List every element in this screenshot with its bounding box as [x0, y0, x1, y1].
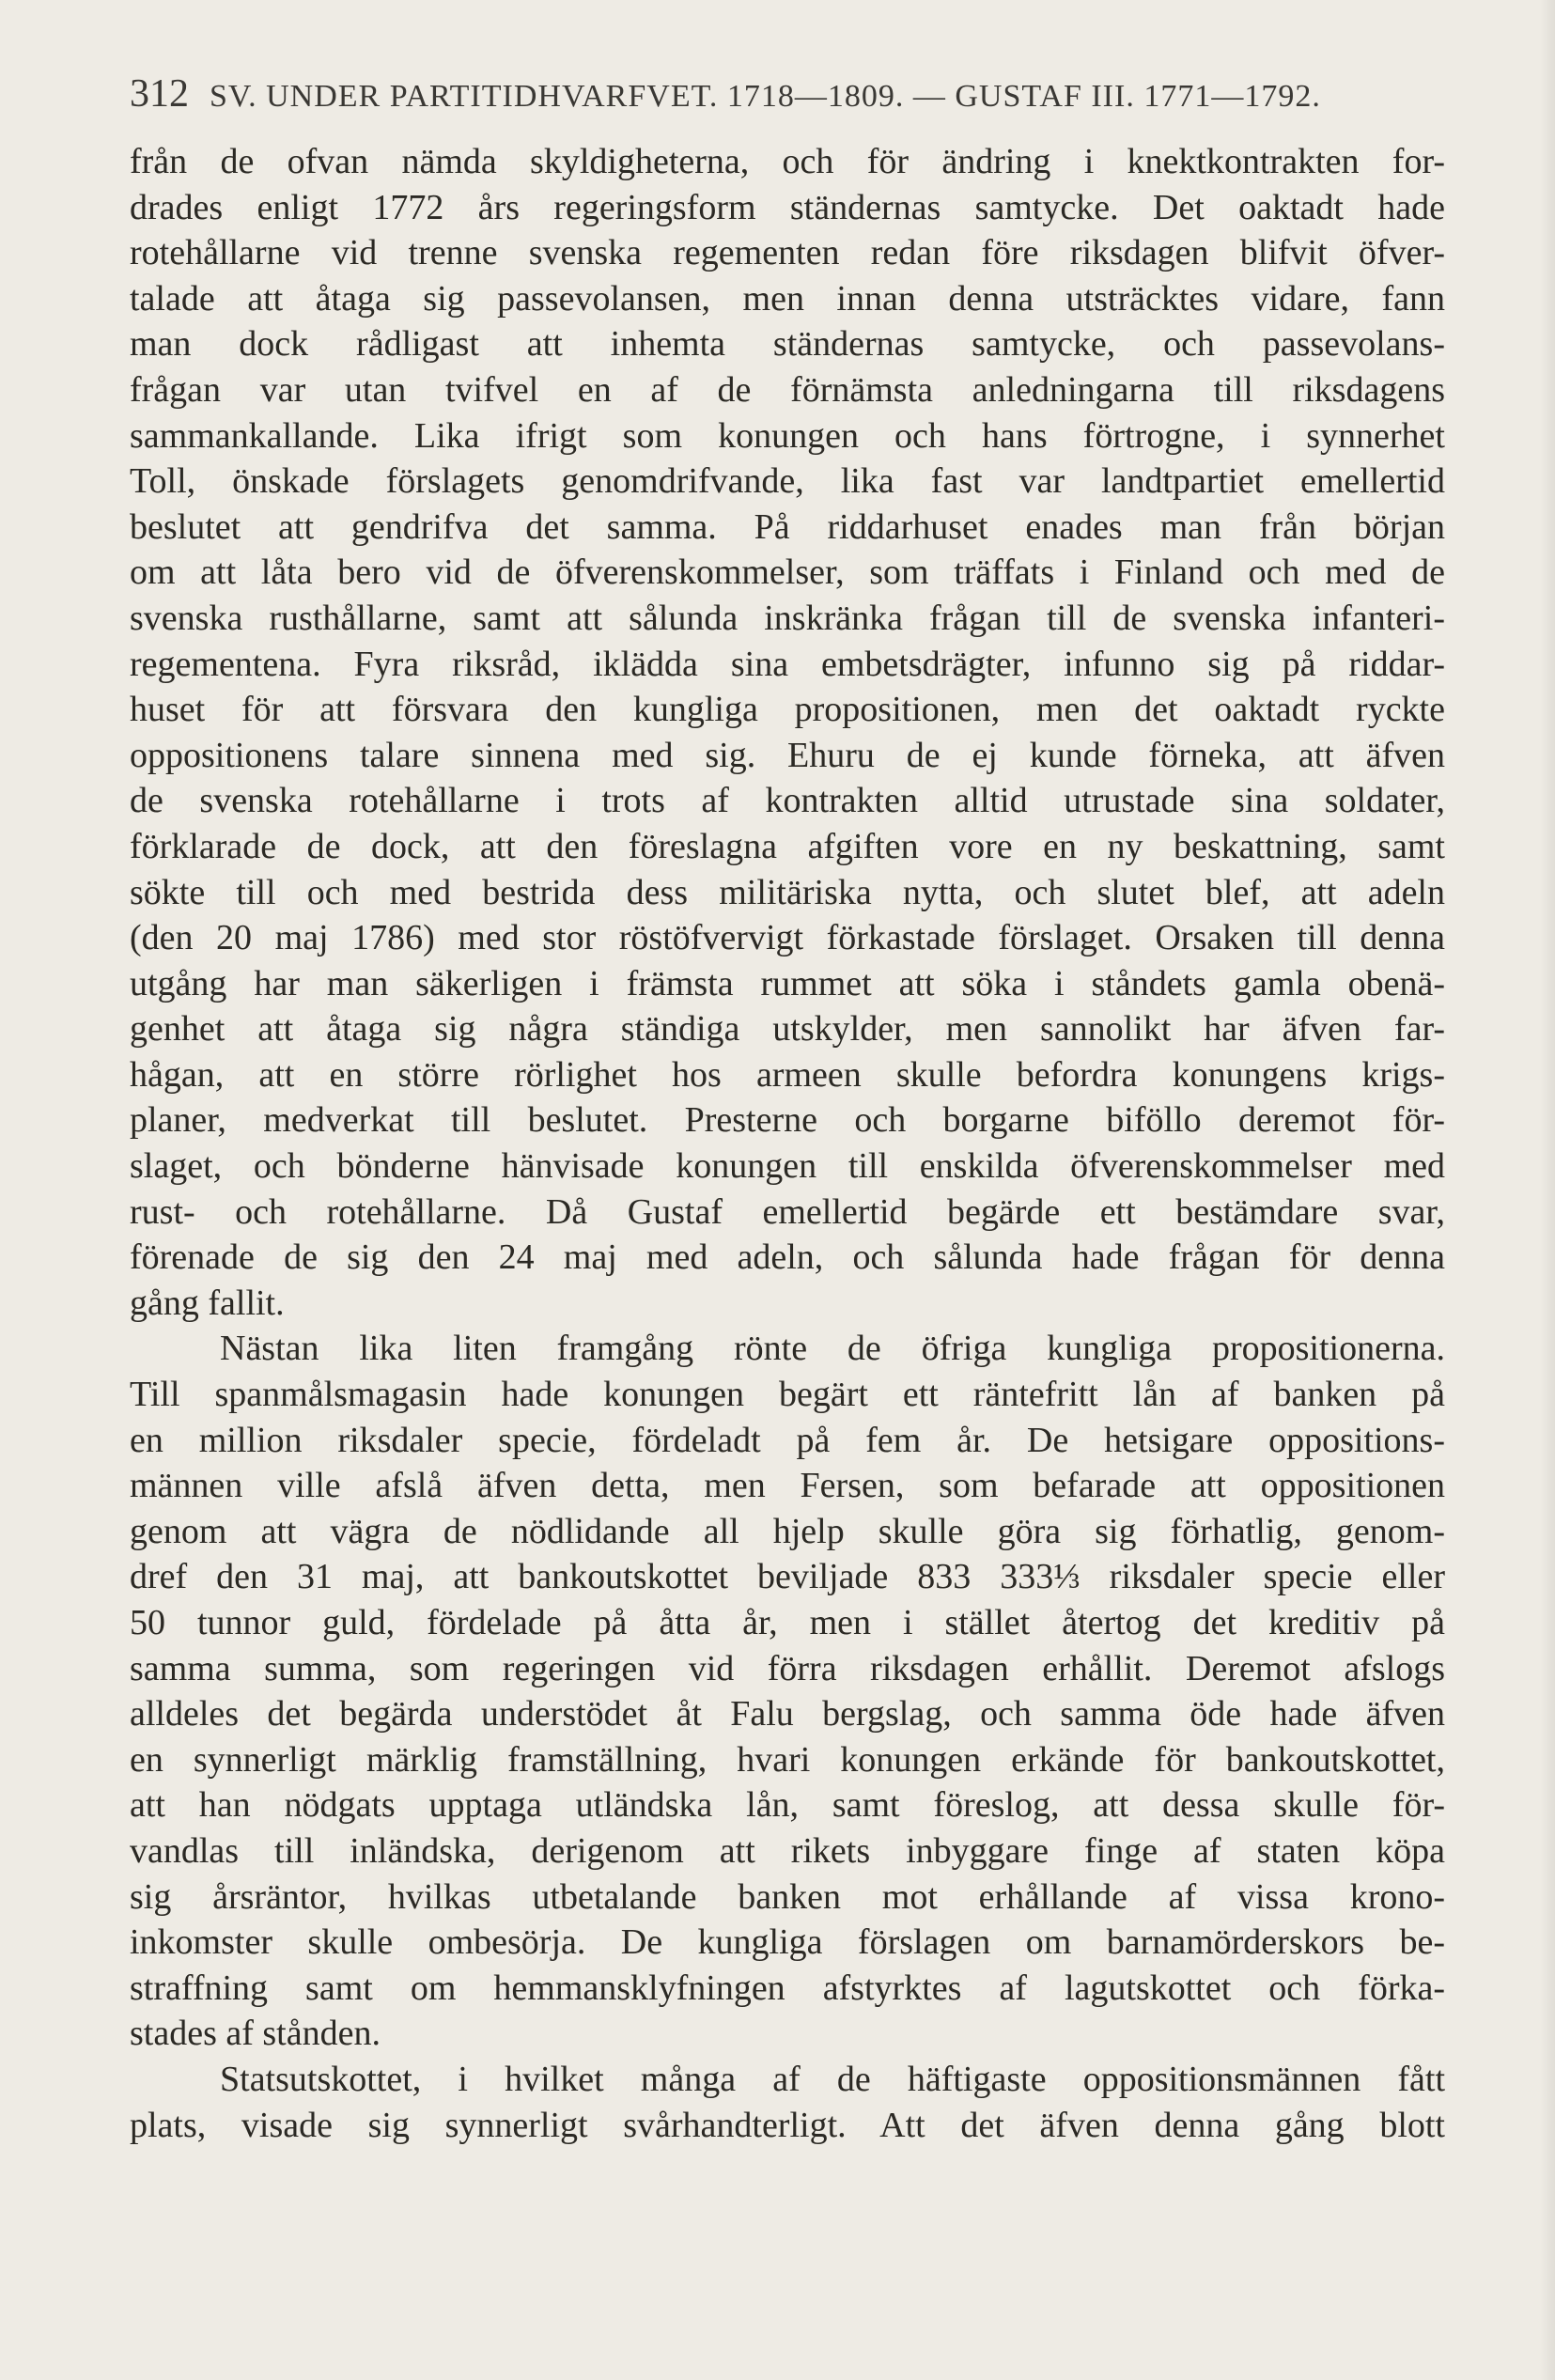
text-line: sammankallande. Lika ifrigt som konungen och hans förtrogne, i synnerhet — [130, 415, 1445, 456]
text-body — [130, 139, 1445, 2148]
page-edge-shadow — [1540, 0, 1555, 2380]
text-line: rust- och rotehållarne. Då Gustaf emellertid begärde ett bestämdare svar, — [130, 1191, 1445, 1232]
text-line: man dock rådligast att inhemta ständernas samtycke, och passevolans- — [130, 324, 1445, 365]
text-line: rotehållarne vid trenne svenska regementen redan före riksdagen blifvit öfver- — [130, 233, 1445, 273]
running-title: SV. UNDER PARTITIDHVARFVET. 1718—1809. — GUSTAF III. 1771—1792. — [210, 79, 1321, 114]
text-line: samma summa, som regeringen vid förra riksdagen erhållit. Deremot afslogs — [130, 1648, 1445, 1688]
text-line: från de ofvan nämda skyldigheterna, och för ändring i knektkontrakten for- — [130, 142, 1445, 181]
text-line-paragraph-start: Nästan lika liten framgång rönte de öfriga kungliga propositionerna. — [220, 1329, 1445, 1369]
text-line-paragraph-end: gång fallit. — [130, 1283, 285, 1323]
text-line: straffning samt om hemmansklyfningen afstyrktes af lagutskottet och förka- — [130, 1968, 1445, 2008]
text-line: regementena. Fyra riksråd, iklädda sina embetsdrägter, infunno sig på riddar- — [130, 644, 1445, 684]
text-line: vandlas till inländska, derigenom att rikets inbyggare finge af staten köpa — [130, 1830, 1445, 1871]
text-line: inkomster skulle ombesörja. De kungliga förslagen om barnamörderskors be- — [130, 1922, 1445, 1963]
text-line: 50 tunnor guld, fördelade på åtta år, men i stället återtog det kreditiv på — [130, 1603, 1445, 1642]
text-line: drades enligt 1772 års regeringsform ständernas samtycke. Det oaktadt hade — [130, 187, 1445, 227]
text-line: huset för att försvara den kungliga propositionen, men det oaktadt ryckte — [130, 690, 1445, 730]
text-line: utgång har man säkerligen i främsta rummet att söka i ståndets gamla obenä- — [130, 963, 1445, 1003]
text-line: talade att åtaga sig passevolansen, men innan denna utsträcktes vidare, fann — [130, 278, 1445, 319]
text-line-paragraph-start: Statsutskottet, i hvilket många af de häftigaste oppositionsmännen fått — [220, 2059, 1445, 2099]
text-line: förklarade de dock, att den föreslagna afgiften vore en ny beskattning, samt — [130, 826, 1445, 866]
text-line: genom att vägra de nödlidande all hjelp skulle göra sig förhatlig, genom- — [130, 1511, 1445, 1551]
text-line: (den 20 maj 1786) med stor röstöfvervigt förkastade förslaget. Orsaken till denna — [130, 918, 1445, 958]
text-line: frågan var utan tvifvel en af de förnämsta anledningarna till riksdagens — [130, 369, 1445, 410]
text-line: alldeles det begärda understödet åt Falu bergslag, och samma öde hade äfven — [130, 1694, 1445, 1734]
text-line: sökte till och med bestrida dess militäriska nytta, och slutet blef, att adeln — [130, 872, 1445, 912]
text-line: männen ville afslå äfven detta, men Fersen, som befarade att oppositionen — [130, 1466, 1445, 1506]
page-number: 312 — [130, 72, 189, 116]
text-line: Toll, önskade förslagets genomdrifvande, lika fast var landtpartiet emellertid — [130, 461, 1445, 502]
text-line: sig årsräntor, hvilkas utbetalande banken mot erhållande af vissa krono- — [130, 1876, 1445, 1917]
text-line: en synnerligt märklig framställning, hvari konungen erkände för bankoutskottet, — [130, 1739, 1445, 1780]
text-line: dref den 31 maj, att bankoutskottet beviljade 833 333⅓ riksdaler specie eller — [130, 1557, 1445, 1597]
text-line: en million riksdaler specie, fördeladt på fem år. De hetsigare oppositions- — [130, 1420, 1445, 1460]
running-head — [130, 66, 1464, 122]
text-line: hågan, att en större rörlighet hos armeen skulle befordra konungens krigs- — [130, 1054, 1445, 1095]
text-line: Till spanmålsmagasin hade konungen begärt ett räntefritt lån af banken på — [130, 1375, 1445, 1415]
text-line: planer, medverkat till beslutet. Presterne och borgarne biföllo deremot för- — [130, 1100, 1445, 1141]
text-line-paragraph-end: stades af stånden. — [130, 2014, 381, 2054]
text-line: slaget, och bönderne hänvisade konungen till enskilda öfverenskommelser med — [130, 1146, 1445, 1187]
text-line: svenska rusthållarne, samt att sålunda inskränka frågan till de svenska infanteri- — [130, 598, 1445, 638]
text-line: om att låta bero vid de öfverenskommelser, som träffats i Finland och med de — [130, 552, 1445, 593]
text-line: plats, visade sig synnerligt svårhandterligt. Att det äfven denna gång blott — [130, 2105, 1445, 2145]
text-line: att han nödgats upptaga utländska lån, samt föreslog, att dessa skulle för- — [130, 1785, 1445, 1826]
text-line: förenade de sig den 24 maj med adeln, och sålunda hade frågan för denna — [130, 1237, 1445, 1278]
text-line: de svenska rotehållarne i trots af kontrakten alltid utrustade sina soldater, — [130, 781, 1445, 821]
text-line: genhet att åtaga sig några ständiga utskylder, men sannolikt har äfven far- — [130, 1009, 1445, 1050]
text-line: beslutet att gendrifva det samma. På riddarhuset enades man från början — [130, 506, 1445, 547]
text-line: oppositionens talare sinnena med sig. Ehuru de ej kunde förneka, att äfven — [130, 735, 1445, 775]
